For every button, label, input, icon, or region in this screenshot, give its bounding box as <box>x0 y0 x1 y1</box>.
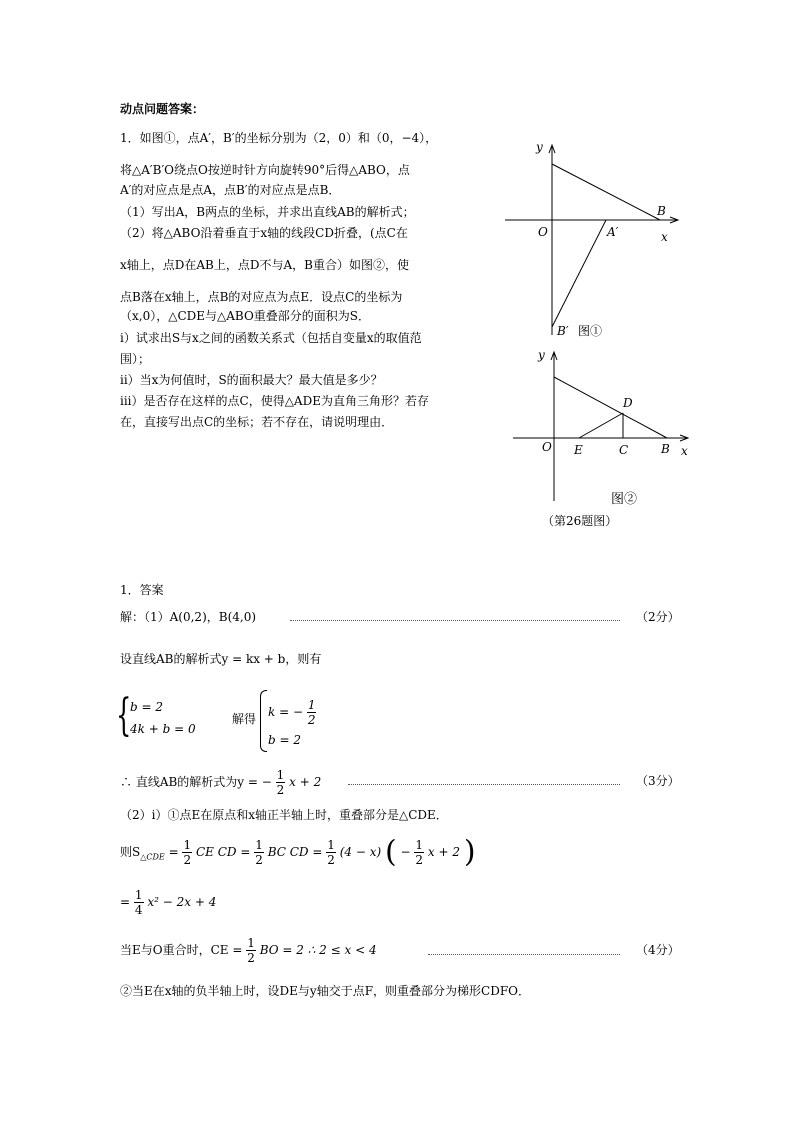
problem-line-4: （1）写出A，B两点的坐标，并求出直线AB的解析式； <box>120 205 415 219</box>
fig1-x-label: x <box>661 230 668 244</box>
answer-heading: 1．答案 <box>120 583 164 597</box>
fig1-b-prime-label: B′ <box>557 324 569 338</box>
area-subscript: △CDE <box>140 852 165 862</box>
expanded-formula <box>120 888 216 917</box>
fig2-y-label: y <box>538 348 545 362</box>
problem-line-8: （x,0），△CDE与△ABO重叠部分的面积为S． <box>120 309 371 323</box>
coincide-frac-num: 1 <box>247 936 255 950</box>
case-1: （2）i）①点E在原点和x轴正半轴上时，重叠部分是△CDE． <box>120 808 448 822</box>
area-frac-1-den: 2 <box>183 853 192 867</box>
score-3: （4分） <box>636 943 680 957</box>
system2-frac-den: 2 <box>307 713 316 727</box>
problem-line-3: A′的对应点是点A，点B′的对应点是点B． <box>120 183 341 197</box>
page-title: 动点问题答案： <box>120 102 205 116</box>
figure-caption: （第26题图） <box>542 514 618 528</box>
score-1: （2分） <box>636 610 680 624</box>
expanded-frac-num: 1 <box>134 888 143 902</box>
solve-word: 解得 <box>232 712 257 726</box>
area-part-3: (4 − x) <box>339 845 382 859</box>
figure-2 <box>505 343 695 508</box>
area-s: 则S <box>120 845 141 859</box>
area-part-2: BC CD = <box>267 845 323 859</box>
fig2-c-label: C <box>619 443 629 457</box>
fig2-d-label: D <box>623 396 633 410</box>
area-frac-3-num: 1 <box>327 838 335 852</box>
problem-line-12: iii）是否存在这样的点C，使得△ADE为直角三角形？若存 <box>120 394 429 408</box>
coincide-frac <box>246 936 256 965</box>
system2-frac <box>307 698 317 727</box>
system1-eq2: 4k + b = 0 <box>130 722 196 736</box>
fig2-b-label: B <box>661 442 670 456</box>
area-frac-4-num: 1 <box>415 838 424 852</box>
fig2-e-label: E <box>574 443 583 457</box>
figure-1 <box>500 135 690 345</box>
conclusion-frac <box>276 768 286 797</box>
conclusion-right: x + 2 <box>289 775 322 789</box>
fig1-y-label: y <box>536 140 543 154</box>
brace-system-1: { <box>116 690 132 741</box>
area-frac-1-num: 1 <box>183 838 192 852</box>
fig1-b-label: B <box>657 204 666 218</box>
fig2-x-label: x <box>681 444 688 458</box>
problem-line-6: x轴上，点D在AB上，点D不与A，B重合）如图②，使 <box>120 258 409 272</box>
problem-line-7: 点B落在x轴上，点B的对应点为点E．设点C的坐标为 <box>120 290 403 304</box>
coincide-line <box>120 936 377 965</box>
fig1-caption: 图① <box>578 324 603 338</box>
fig2-caption: 图② <box>611 492 638 507</box>
area-frac-4-den: 2 <box>415 853 424 867</box>
area-frac-2-num: 1 <box>255 838 263 852</box>
conclusion-line <box>120 768 321 797</box>
problem-line-13: 在，直接写出点C的坐标；若不存在，请说明理由． <box>120 415 394 429</box>
fig1-origin-label: O <box>538 225 548 239</box>
problem-line-2: 将△A′B′O绕点O按逆时针方向旋转90°后得△ABO，点 <box>120 163 410 177</box>
system2-eq2: b = 2 <box>268 733 301 747</box>
line-setup: 设直线AB的解析式y = kx + b，则有 <box>120 652 322 666</box>
dot-leader-3 <box>428 954 620 955</box>
case-2: ②当E在x轴的负半轴上时，设DE与y轴交于点F，则重叠部分为梯形CDFO． <box>120 984 530 998</box>
paren-open: ( <box>384 834 397 870</box>
problem-line-1: 1．如图①，点A′，B′的坐标分别为（2，0）和（0，−4）， <box>120 131 438 145</box>
coincide-left: 当E与O重合时，CE = <box>120 943 243 957</box>
problem-line-11: ii）当x为何值时，S的面积最大？最大值是多少？ <box>120 373 383 387</box>
expanded-eq: = <box>120 895 131 909</box>
system2-frac-num: 1 <box>307 698 316 712</box>
area-part-4: x + 2 <box>427 845 460 859</box>
conclusion-left: ∴ 直线AB的解析式为y = − <box>120 775 272 789</box>
solution-part1: 解：（1）A(0,2)，B(4,0) <box>120 610 257 624</box>
expanded-frac <box>134 888 144 917</box>
area-frac-3-den: 2 <box>327 853 335 867</box>
expanded-right: x² − 2x + 4 <box>147 895 217 909</box>
conclusion-frac-num: 1 <box>276 768 285 782</box>
area-frac-3 <box>326 838 336 867</box>
problem-line-5: （2）将△ABO沿着垂直于x轴的线段CD折叠，(点C在 <box>120 226 408 240</box>
area-frac-2-den: 2 <box>255 853 263 867</box>
system2-eq1 <box>268 698 316 727</box>
coincide-right: BO = 2 ∴ 2 ≤ x < 4 <box>259 943 377 957</box>
area-frac-2 <box>254 838 264 867</box>
fig1-a-prime-label: A′ <box>607 225 619 239</box>
coincide-frac-den: 2 <box>247 951 255 965</box>
system1-eq1: b = 2 <box>130 700 163 714</box>
problem-line-9: i）试求出S与x之间的函数关系式（包括自变量x的取值范 <box>120 331 422 345</box>
problem-line-10: 围）； <box>120 352 151 366</box>
paren-close: ) <box>463 834 476 870</box>
system2-eq1-left: k = − <box>268 705 304 719</box>
dot-leader-2 <box>348 784 620 785</box>
area-eq: = <box>168 845 179 859</box>
area-formula <box>120 834 476 870</box>
area-minus: − <box>400 845 411 859</box>
area-frac-4 <box>414 838 424 867</box>
fig2-origin-label: O <box>542 440 552 454</box>
conclusion-frac-den: 2 <box>276 783 285 797</box>
dot-leader-1 <box>290 620 620 621</box>
expanded-frac-den: 4 <box>134 903 143 917</box>
score-2: （3分） <box>636 774 680 788</box>
brace-system-2 <box>260 690 267 752</box>
area-frac-1 <box>182 838 192 867</box>
area-part-1: CE CD = <box>195 845 251 859</box>
